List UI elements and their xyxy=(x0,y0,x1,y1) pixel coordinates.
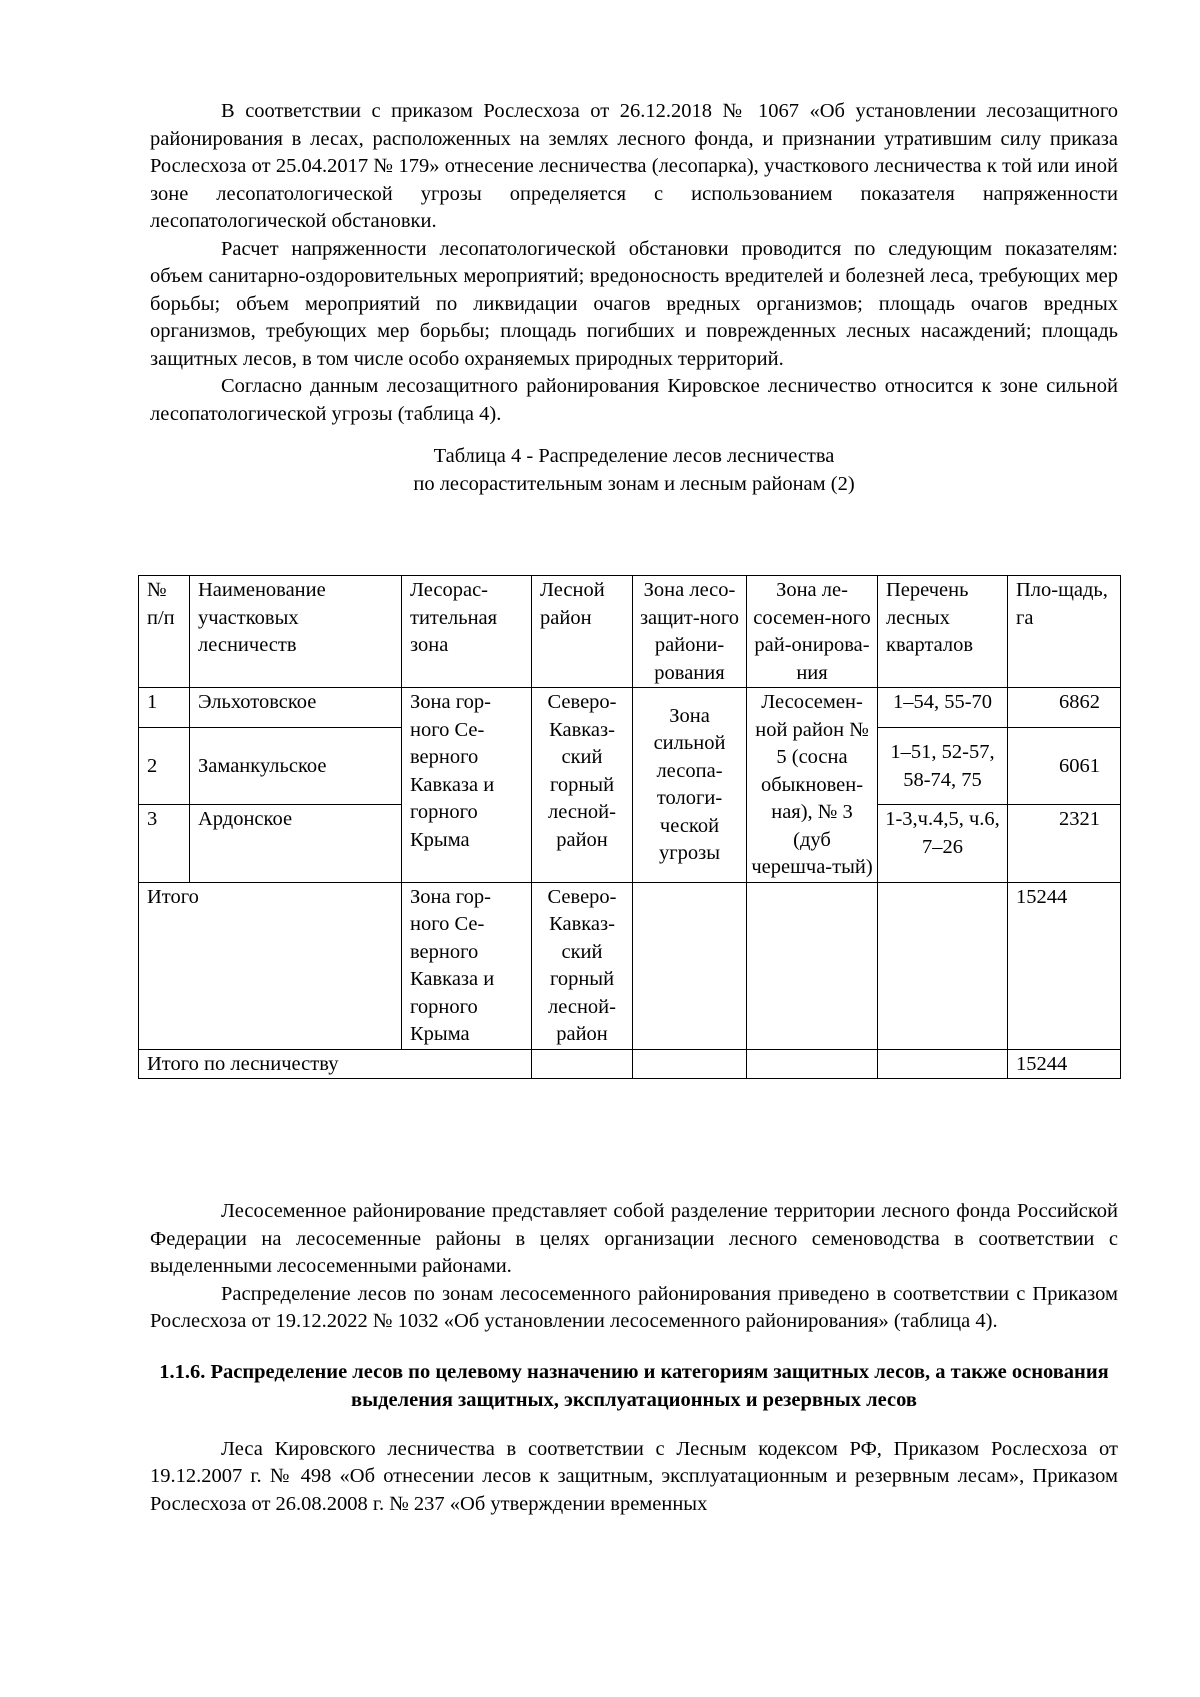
grand-total-quarters-empty xyxy=(878,1049,1008,1079)
grand-total-label: Итого по лесничеству xyxy=(139,1049,532,1079)
row-quarters: 1-3,ч.4,5, ч.6, 7–26 xyxy=(878,805,1008,882)
table-caption-line1: Таблица 4 - Распределение лесов лесничества xyxy=(433,445,835,467)
paragraph-calculation: Расчет напряженности лесопатологической обстановки проводится по следующим показателям: объем санитарно-оздоровительных мероприятий; вредоносность вредителей и болезней леса, требующих мер борьбы; объем мероприятий по ликвидации очагов вредных организмов; площадь очагов вредных организмов, требующих мер борьбы; площадь погибших и поврежденных лесных насаждений; площадь защитных лесов, в том числе особо охраняемых природных территорий. xyxy=(150,237,1118,370)
grand-total-seed-zone-empty xyxy=(747,1049,878,1079)
paragraph-seed-distribution: Распределение лесов по зонам лесосеменного районирования приведено в соответствии с Приказом Рослесхоза от 19.12.2022 № 1032 «Об установлении лесосеменного районирования» (таблица 4). xyxy=(150,1282,1118,1332)
row-num: 2 xyxy=(139,727,190,804)
total-protect-zone-empty xyxy=(633,882,747,1049)
header-forest-region: Лесной район xyxy=(532,576,633,688)
shared-protect-zone: Зона сильной лесопа-тологи-ческой угрозы xyxy=(633,688,747,883)
row-num: 3 xyxy=(139,805,190,882)
header-veg-zone: Лесорас-тительная зона xyxy=(402,576,532,688)
row-area: 6862 xyxy=(1008,688,1121,728)
forest-distribution-table xyxy=(138,575,1121,1079)
table-caption xyxy=(150,442,1118,498)
table-header-row xyxy=(139,576,1121,688)
row-name: Ардонское xyxy=(190,805,402,882)
row-quarters: 1–51, 52-57, 58-74, 75 xyxy=(878,727,1008,804)
header-seed-zone: Зона ле-сосемен-ного рай-онирова-ния xyxy=(747,576,878,688)
table-row xyxy=(139,688,1121,728)
intro-section xyxy=(150,98,1118,498)
shared-forest-region: Северо-Кавказ-ский горный лесной-район xyxy=(532,688,633,883)
total-forest-region: Северо-Кавказ-ский горный лесной-район xyxy=(532,882,633,1049)
row-quarters: 1–54, 55-70 xyxy=(878,688,1008,728)
grand-total-forest-region-empty xyxy=(532,1049,633,1079)
row-num: 1 xyxy=(139,688,190,728)
grand-total-protect-zone-empty xyxy=(633,1049,747,1079)
header-quarters: Перечень лесных кварталов xyxy=(878,576,1008,688)
paragraph-seed-zoning: Лесосеменное районирование представляет собой разделение территории лесного фонда Российской Федерации на лесосеменные районы в целях организации лесного семеноводства в соответствии с выделенными лесосеменными районами. xyxy=(150,1200,1118,1277)
header-protect-zone: Зона лесо-защит-ного райони-рования xyxy=(633,576,747,688)
total-quarters-empty xyxy=(878,882,1008,1049)
paragraph-forest-purpose: Леса Кировского лесничества в соответствии с Лесным кодексом РФ, Приказом Рослесхоза от 19.12.2007 г. № 498 «Об отнесении лесов к защитным, эксплуатационным и резервным лесам», Приказом Рослесхоза от 26.08.2008 г. № 237 «Об утверждении временных xyxy=(150,1437,1118,1515)
header-num: № п/п xyxy=(139,576,190,688)
total-area: 15244 xyxy=(1008,882,1121,1049)
table-grand-total-row xyxy=(139,1049,1121,1079)
shared-veg-zone: Зона гор-ного Се-верного Кавказа и горного Крыма xyxy=(402,688,532,883)
table-total-row xyxy=(139,882,1121,1049)
section-heading: 1.1.6. Распределение лесов по целевому назначению и категориям защитных лесов, а также основания выделения защитных, эксплуатационных и резервных лесов xyxy=(159,1360,1109,1411)
row-area: 6061 xyxy=(1008,727,1121,804)
header-name: Наименование участковых лесничеств xyxy=(190,576,402,688)
paragraph-conclusion: Согласно данным лесозащитного районирования Кировское лесничество относится к зоне сильной лесопатологической угрозы (таблица 4). xyxy=(150,375,1118,425)
total-veg-zone: Зона гор-ного Се-верного Кавказа и горного Крыма xyxy=(402,882,532,1049)
total-label: Итого xyxy=(139,882,402,1049)
shared-seed-zone: Лесосемен-ной район № 5 (сосна обыкновен-ная), № 3 (дуб черешча-тый) xyxy=(747,688,878,883)
row-name: Заманкульское xyxy=(190,727,402,804)
row-name: Эльхотовское xyxy=(190,688,402,728)
total-seed-zone-empty xyxy=(747,882,878,1049)
row-area: 2321 xyxy=(1008,805,1121,882)
header-area: Пло-щадь, га xyxy=(1008,576,1121,688)
post-table-section xyxy=(150,1198,1118,1518)
grand-total-area: 15244 xyxy=(1008,1049,1121,1079)
paragraph-zoning-order: В соответствии с приказом Рослесхоза от 26.12.2018 № 1067 «Об установлении лесозащитного районирования в лесах, расположенных на землях лесного фонда, и признании утратившим силу приказа Рослесхоза от 25.04.2017 № 179» отнесение лесничества (лесопарка), участкового лесничества к той или иной зоне лесопатологической угрозы определяется с использованием показателя напряженности лесопатологической обстановки. xyxy=(150,100,1118,232)
table-caption-line2: по лесорастительным зонам и лесным районам (2) xyxy=(413,473,855,495)
